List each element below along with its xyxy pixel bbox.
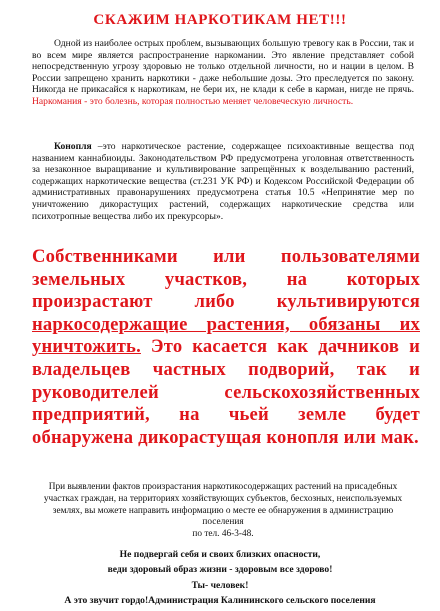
intro-paragraph [32, 38, 414, 108]
addiction-warning-text: Наркомания - это болезнь, которая полностью меняет человеческую личность. [32, 95, 354, 107]
owner-obligation-warning [32, 246, 420, 449]
slogan-line-1: Не подвергай себя и своих близких опасности, [119, 549, 321, 560]
cannabis-law-text: –это наркотическое растение, содержащее психоактивные вещества под названием каннабиоиды. Законодательством РФ предусмотрена уголовная ответственность за незаконное выращивание и культивирование запрещённых к возделыванию растений, содержащих наркотические вещества (ст.231 УК РФ) и Кодексом Российской Федерации об административных правонарушениях предусмотрена статья 10.5 «Непринятие мер по уничтожению дикорастущих растений, содержащих наркотические средства или психотропные вещества либо их прекурсоры». [32, 141, 414, 222]
slogan-line-2: веди здоровый образ жизни - здоровым все здорово! [107, 564, 333, 575]
contact-text: При выявлении фактов произрастания наркотикосодержащих растений на присадебных участках граждан, на территориях хозяйствующих субъектов, бесхозных, неиспользуемых землях, вы можете направить информацию о месте ее обнаружения в администрацию поселения [43, 482, 403, 528]
warning-part1: Собственниками или пользователями земельных участков, на которых произрастают либо культивируются [32, 246, 420, 313]
administration-signature: А это звучит гордо!Администрация Калининского сельского поселения [64, 595, 376, 606]
intro-text: Одной из наиболее острых проблем, вызывающих большую тревогу как в России, так и во всем мире является распространение наркомании. Это явление представляет собой непосредственную угрозу здоровью не только отдельной личности, но и нации в целом. В России запрещено хранить наркотики - даже небольшие дозы. Это преследуется по закону. Никогда не прикасайся к наркотикам, не бери их, не клади к себе в карман, нигде не прячь. [32, 38, 414, 96]
cannabis-law-paragraph [32, 141, 414, 222]
warning-part2: Это касается как дачников и владельцев частных подворий, так и руководителей сельскохозяйственных предприятий, на чьей земле будет обнаружена дикорастущая конопля или мак. [32, 336, 420, 448]
slogan-line-3: Ты- человек! [191, 580, 249, 591]
cannabis-term: Конопля [54, 141, 92, 152]
flyer-title: СКАЖИМ НАРКОТИКАМ НЕТ!!! [93, 12, 347, 28]
contact-paragraph [32, 482, 414, 541]
warning-underlined: наркосодержащие растения, обязаны их уничтожить. [32, 313, 420, 358]
contact-phone: по тел. 46-3-48. [192, 529, 254, 540]
